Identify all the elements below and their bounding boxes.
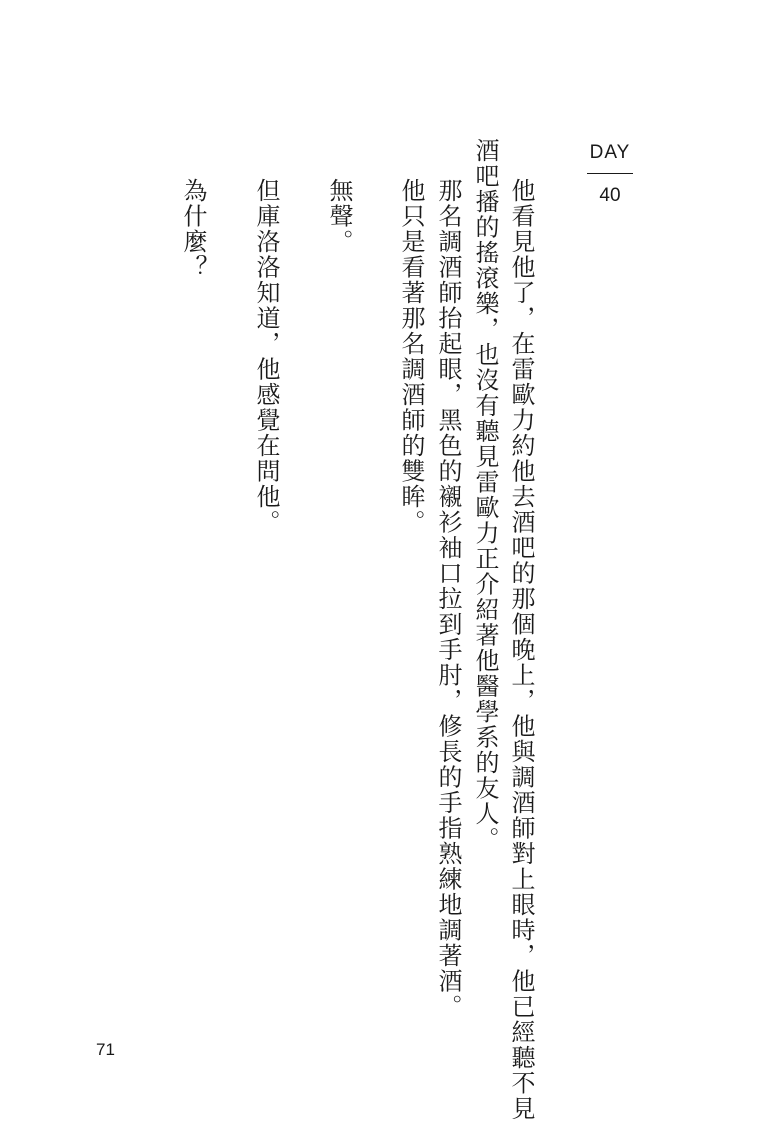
text-column-7: 為什麼？: [179, 178, 207, 280]
text-column-2: 酒吧播的搖滾樂，也沒有聽見雷歐力正介紹著他醫學系的友人。: [471, 138, 499, 852]
day-divider: [587, 173, 633, 174]
day-number: 40: [599, 185, 621, 206]
text-column-1: 他看見他了，在雷歐力約他去酒吧的那個晚上，他與調酒師對上眼時，他已經聽不見: [507, 178, 535, 1122]
text-column-4: 他只是看著那名調酒師的雙眸。: [397, 178, 425, 535]
day-header: [580, 140, 640, 208]
text-column-5: 無聲。: [325, 178, 353, 255]
day-label: DAY: [589, 142, 631, 163]
page-number: 71: [96, 1040, 115, 1059]
text-column-6: 但庫洛洛知道，他感覺在問他。: [252, 178, 280, 535]
text-column-3: 那名調酒師抬起眼，黑色的襯衫袖口拉到手肘，修長的手指熟練地調著酒。: [434, 178, 462, 1020]
